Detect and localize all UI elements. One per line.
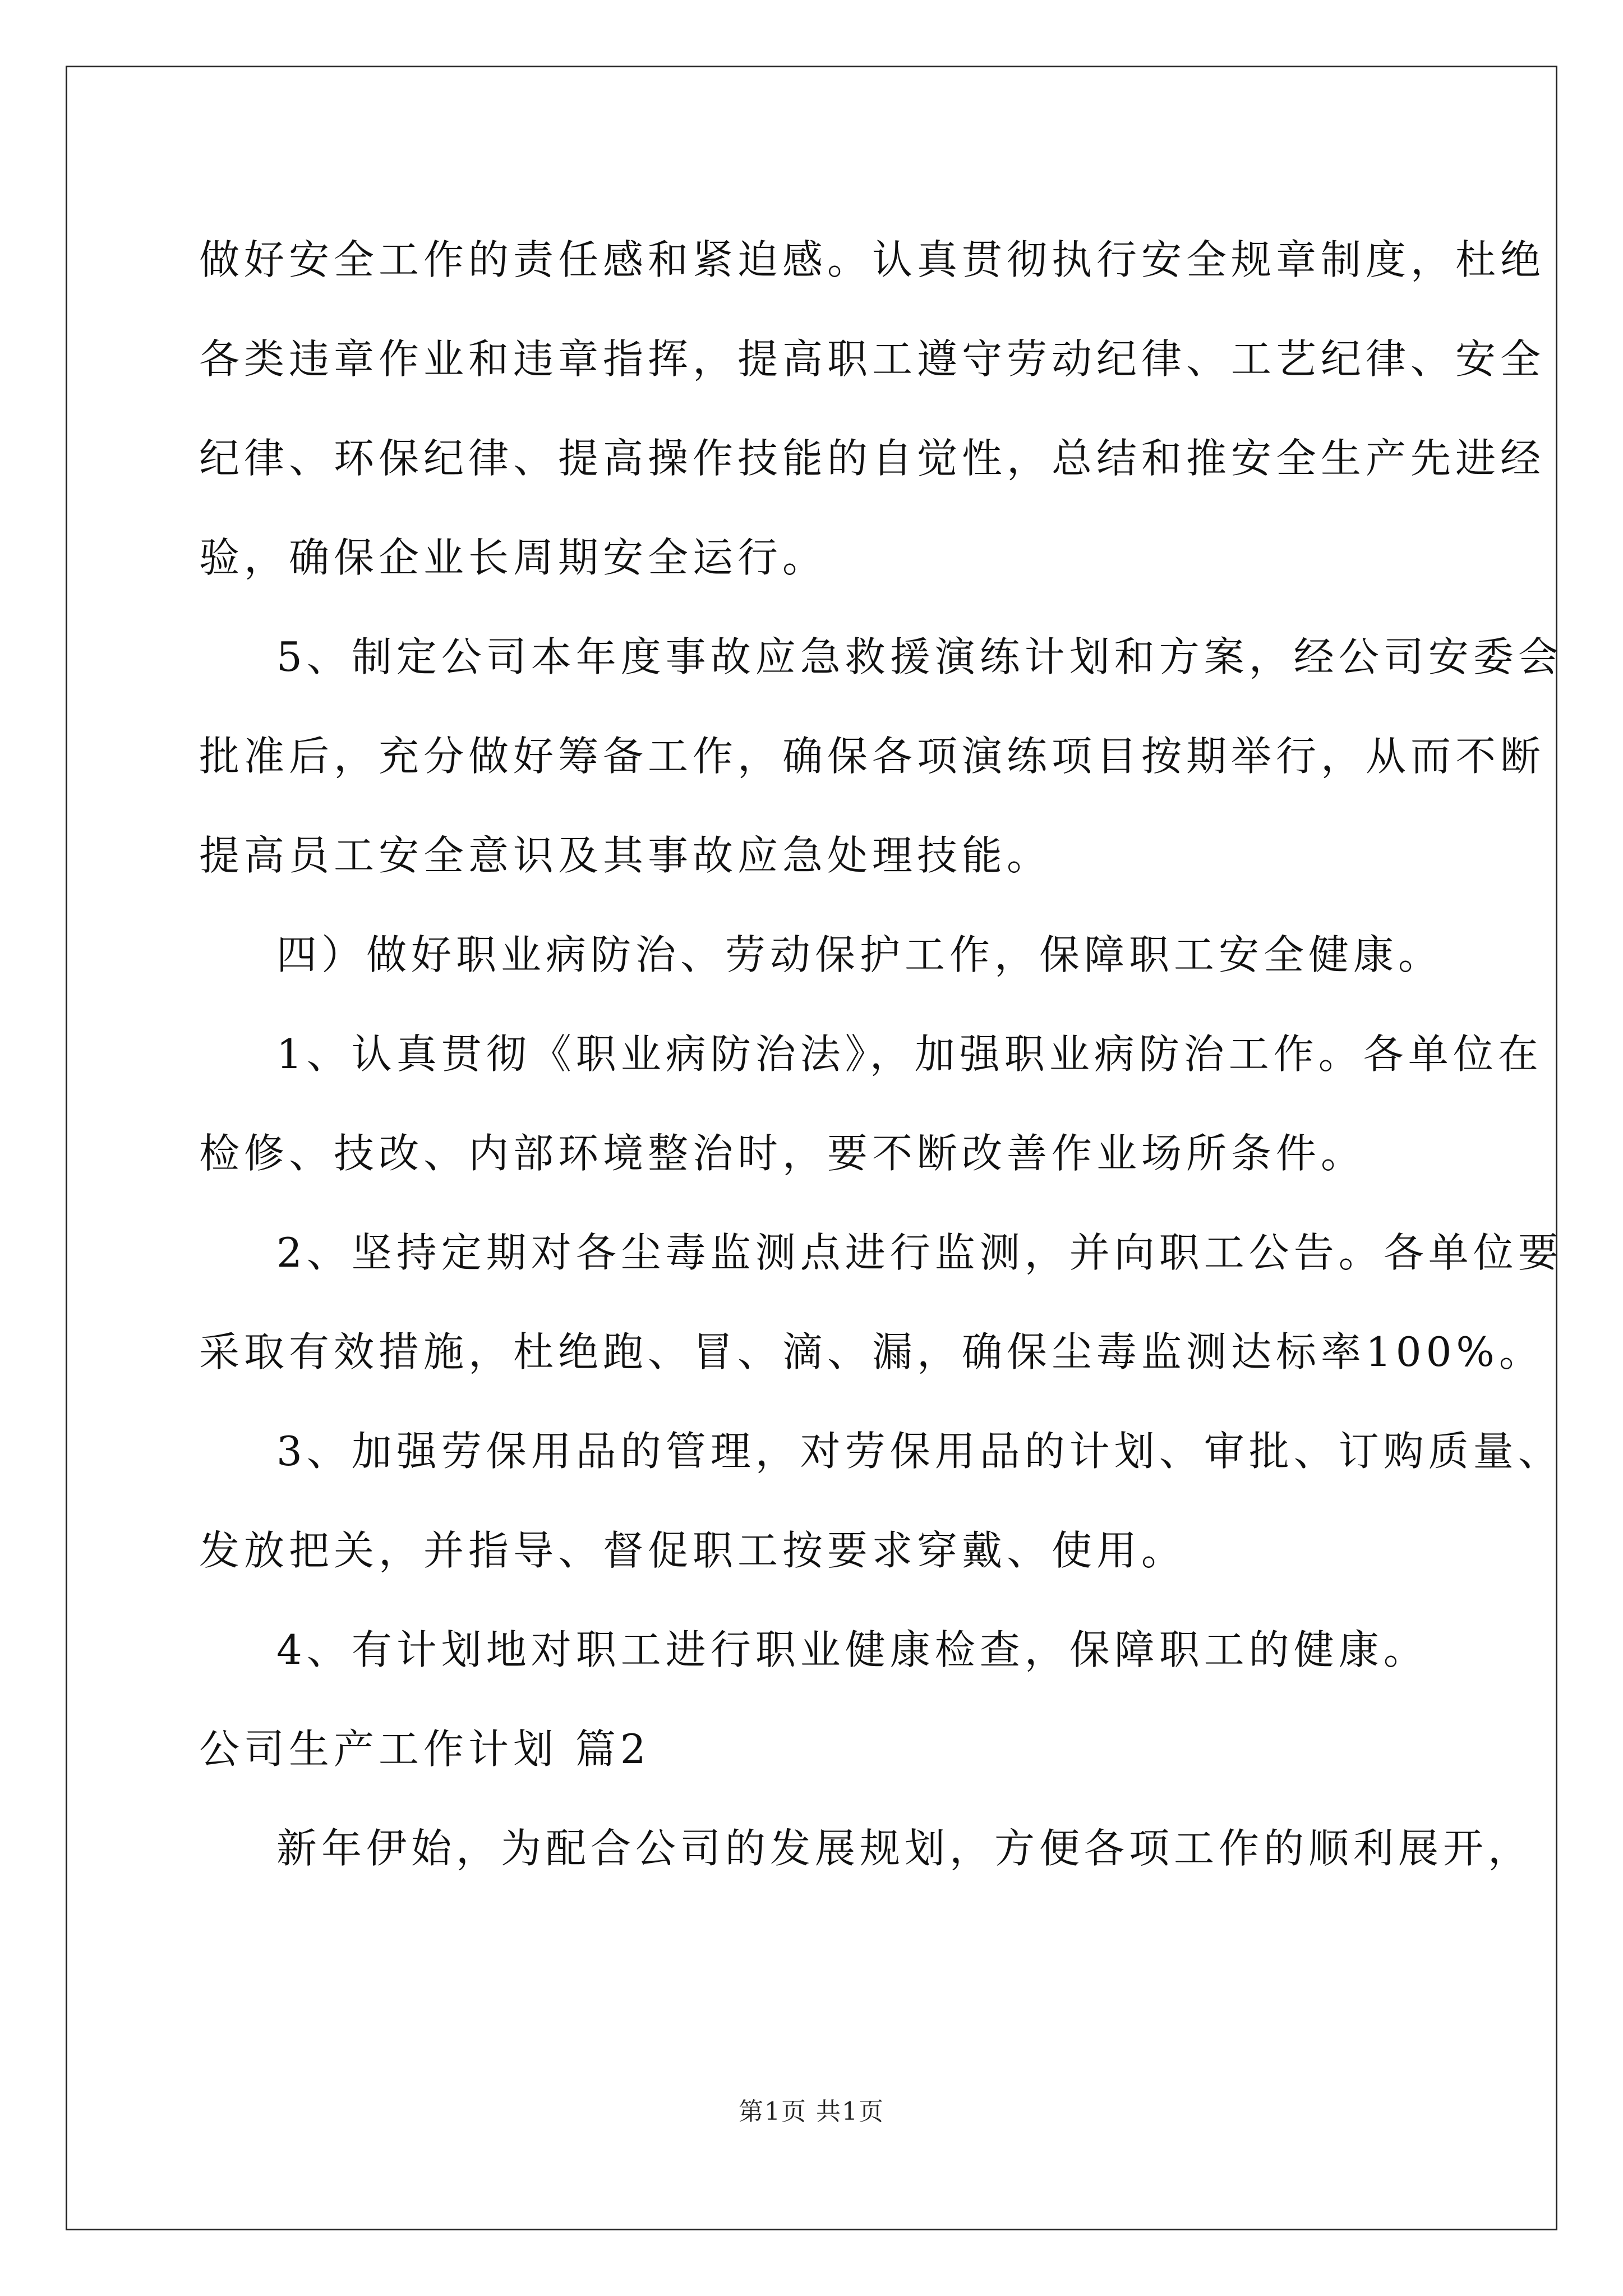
document-body <box>199 210 1563 1898</box>
paragraph-line: 批准后，充分做好筹备工作，确保各项演练项目按期举行，从而不断 <box>199 733 1546 780</box>
paragraph-line: 2、坚持定期对各尘毒监测点进行监测，并向职工公告。各单位要 <box>276 1229 1563 1276</box>
paragraph-list <box>199 210 1563 1700</box>
paragraph-line: 采取有效措施，杜绝跑、冒、滴、漏，确保尘毒监测达标率100%。 <box>199 1328 1544 1375</box>
section-heading: 公司生产工作计划 篇2 <box>199 1726 651 1773</box>
paragraph-line: 提高员工安全意识及其事故应急处理技能。 <box>199 832 1052 879</box>
closing-paragraph: 新年伊始，为配合公司的发展规划，方便各项工作的顺利展开， <box>276 1825 1533 1872</box>
paragraph-line: 四）做好职业病防治、劳动保护工作，保障职工安全健康。 <box>276 931 1444 978</box>
paragraph-line: 各类违章作业和违章指挥，提高职工遵守劳动纪律、工艺纪律、安全 <box>199 335 1546 383</box>
paragraph-line: 纪律、环保纪律、提高操作技能的自觉性，总结和推安全生产先进经 <box>199 435 1546 482</box>
paragraph-line: 做好安全工作的责任感和紧迫感。认真贯彻执行安全规章制度，杜绝 <box>199 236 1546 283</box>
paragraph-line: 3、加强劳保用品的管理，对劳保用品的计划、审批、订购质量、 <box>276 1428 1563 1475</box>
paragraph-line: 检修、技改、内部环境整治时，要不断改善作业场所条件。 <box>199 1130 1366 1177</box>
paragraph-line: 1、认真贯彻《职业病防治法》，加强职业病防治工作。各单位在 <box>276 1030 1543 1078</box>
paragraph-line: 4、有计划地对职工进行职业健康检查，保障职工的健康。 <box>276 1626 1428 1673</box>
paragraph-line: 验，确保企业长周期安全运行。 <box>199 534 828 581</box>
paragraph-line: 发放把关，并指导、督促职工按要求穿戴、使用。 <box>199 1527 1187 1574</box>
paragraph-line: 5、制定公司本年度事故应急救援演练计划和方案，经公司安委会 <box>276 633 1563 680</box>
page-number-footer: 第1页 共1页 <box>739 2097 884 2126</box>
